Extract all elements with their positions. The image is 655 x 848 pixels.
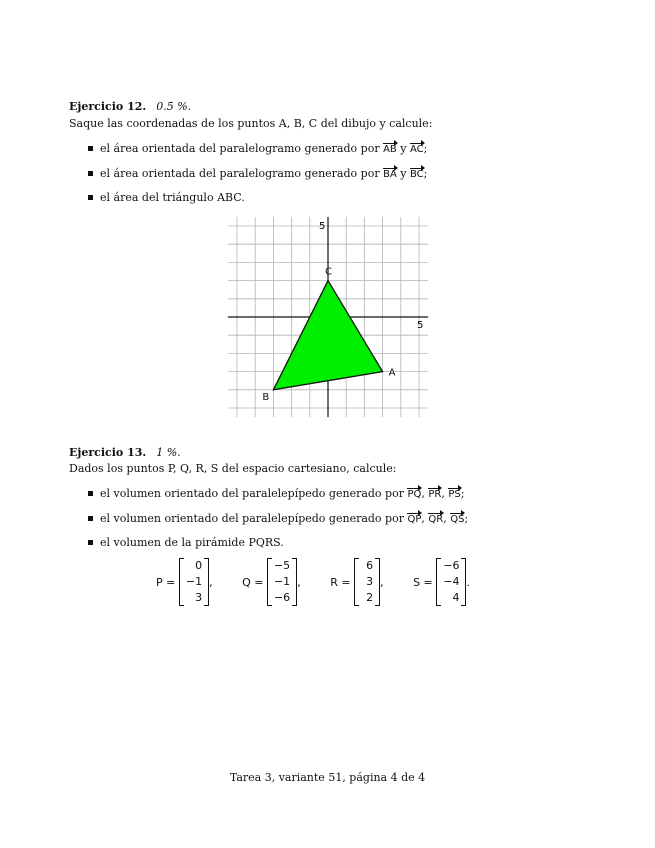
- ex12-percent: 0.5 %.: [156, 100, 192, 113]
- bullet-icon: [88, 540, 93, 545]
- bullet-icon: [88, 146, 93, 151]
- vector-qs: QS: [450, 514, 465, 525]
- ex13-item-2-text: el volumen orientado del paralelepípedo generado por: [100, 512, 404, 525]
- matrix-entry: 2: [366, 591, 374, 604]
- point-q: Q = −5 −1 −6 ,: [242, 559, 301, 604]
- ex12-item-1-text: el área orientada del paralelogramo generado por: [100, 142, 380, 155]
- vector-ps: PS: [448, 489, 461, 500]
- point-p-trail: ,: [209, 575, 213, 589]
- ex12-item-2-sep: y: [400, 167, 407, 180]
- ex13-title: Ejercicio 13.: [69, 446, 147, 459]
- matrix-entry: 3: [366, 575, 374, 588]
- point-s: S = −6 −4 4 .: [413, 559, 470, 604]
- page-footer: Tarea 3, variante 51, página 4 de 4: [229, 771, 426, 784]
- matrix-entry: 0: [195, 559, 203, 572]
- ex12-item-2: [88, 167, 427, 180]
- bullet-icon: [88, 516, 93, 521]
- matrix-entry: −1: [273, 575, 291, 588]
- ex12-item-2-text: el área orientada del paralelogramo generado por: [100, 167, 380, 180]
- point-p: P = 0 −1 3 ,: [156, 559, 213, 604]
- point-s-name: S: [413, 575, 421, 589]
- vector-pq: PQ: [407, 489, 422, 500]
- ex13-heading: [69, 446, 181, 459]
- vector-bc: BC: [410, 169, 424, 180]
- bullet-icon: [88, 195, 93, 200]
- tick-label-y: 5: [319, 221, 326, 232]
- point-r-name: R: [330, 575, 338, 589]
- ex13-item-3: [88, 536, 284, 549]
- vector-ac: AC: [410, 144, 424, 155]
- ex12-item-2-end: ;: [423, 167, 428, 180]
- ex12-item-1-sep: y: [400, 142, 407, 155]
- vector-qp: QP: [407, 514, 422, 525]
- ex13-percent: 1 %.: [156, 446, 181, 459]
- vector-ab: AB: [383, 144, 397, 155]
- ex13-item-1-end: ;: [460, 487, 465, 500]
- matrix-entry: −6: [273, 591, 291, 604]
- matrix-entry: −6: [443, 559, 460, 572]
- matrix-entry: −1: [185, 575, 203, 588]
- ex13-intro: Dados los puntos P, Q, R, S del espacio cartesiano, calcule:: [69, 462, 397, 475]
- tick-label-x: 5: [417, 320, 424, 331]
- ex12-item-1-end: ;: [423, 142, 428, 155]
- point-p-vector: [179, 558, 209, 606]
- point-label-c: C: [325, 266, 332, 278]
- point-p-name: P: [156, 575, 163, 589]
- point-q-trail: ,: [297, 575, 301, 589]
- matrix-entry: 3: [195, 591, 203, 604]
- ex13-item-2: el volumen orientado del paralelepípedo generado por QP, QR, QS;: [88, 512, 468, 525]
- vector-ba: BA: [383, 169, 397, 180]
- ex13-item-1: el volumen orientado del paralelepípedo generado por PQ, PR, PS;: [88, 487, 464, 500]
- ex13-item-3-text: el volumen de la pirámide PQRS.: [100, 536, 284, 549]
- ex12-title: Ejercicio 12.: [69, 100, 147, 113]
- point-q-vector: [267, 558, 297, 606]
- vector-pr: PR: [428, 489, 442, 500]
- bullet-icon: [88, 491, 93, 496]
- point-q-name: Q: [242, 575, 251, 589]
- triangle-figure: [222, 213, 434, 421]
- matrix-entry: −5: [273, 559, 291, 572]
- ex12-item-3: [88, 191, 245, 204]
- ex13-item-1-text: el volumen orientado del paralelepípedo generado por: [100, 487, 404, 500]
- point-r: R = 6 3 2 ,: [330, 559, 384, 604]
- ex12-heading: [69, 100, 191, 113]
- point-matrices: [156, 558, 470, 606]
- matrix-entry: −4: [443, 575, 460, 588]
- point-r-trail: ,: [380, 575, 384, 589]
- vector-qr: QR: [428, 514, 444, 525]
- ex12-item-1: [88, 142, 427, 155]
- ex12-intro: Saque las coordenadas de los puntos A, B, C del dibujo y calcule:: [69, 117, 433, 130]
- ex12-item-3-text: el área del triángulo ABC.: [100, 191, 245, 204]
- matrix-entry: 4: [452, 591, 460, 604]
- point-s-vector: [436, 558, 466, 606]
- point-label-b: B: [262, 391, 270, 403]
- point-s-trail: .: [466, 575, 470, 589]
- ex13-item-2-end: ;: [464, 512, 469, 525]
- bullet-icon: [88, 171, 93, 176]
- matrix-entry: 6: [366, 559, 374, 572]
- point-r-vector: [354, 558, 380, 606]
- point-label-a: A: [388, 367, 396, 379]
